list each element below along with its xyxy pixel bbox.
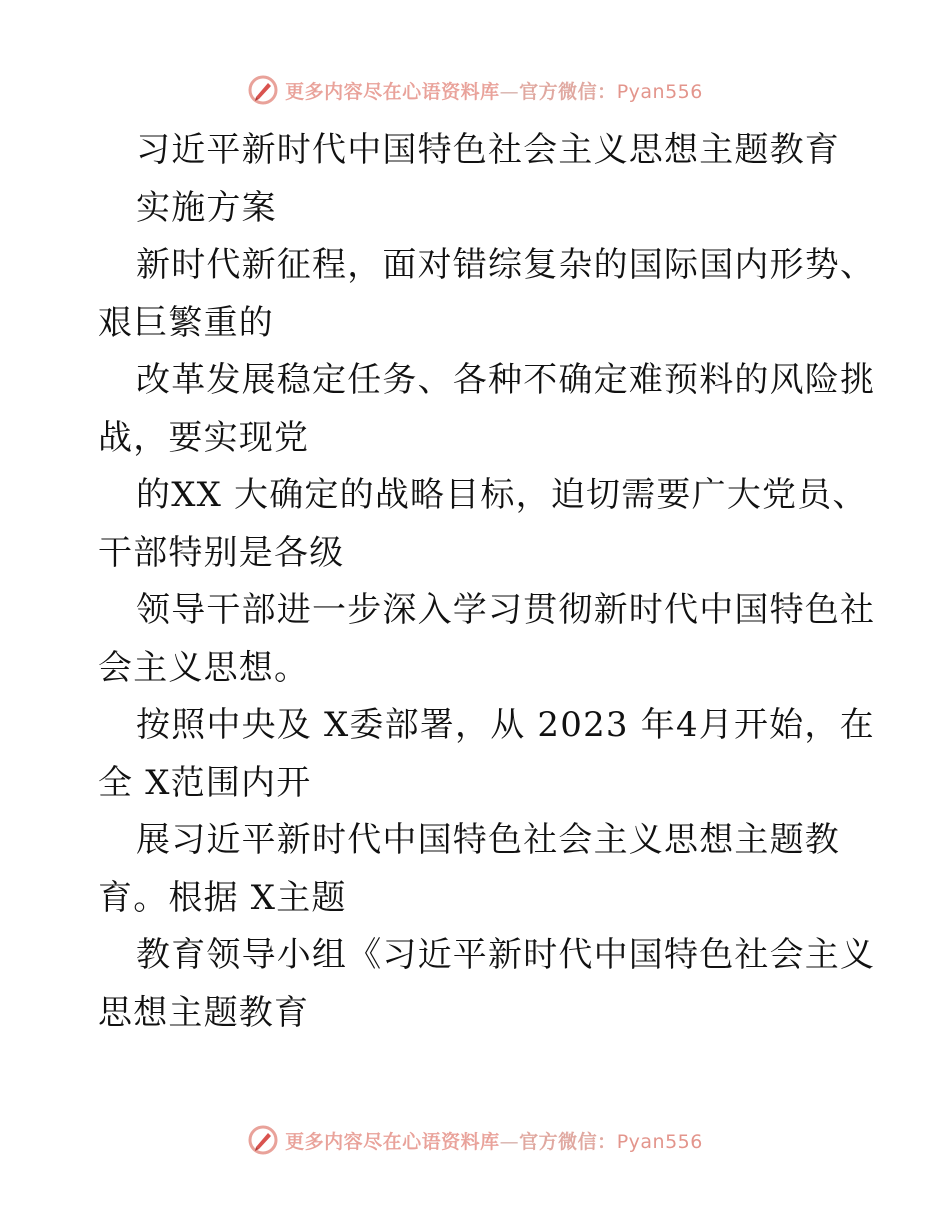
- pen-logo-icon: [247, 1124, 279, 1156]
- text-line: 艰巨繁重的: [98, 302, 274, 343]
- text-line: 战，要实现党: [98, 417, 310, 458]
- header-watermark: [0, 72, 950, 108]
- document-body: [98, 122, 876, 1042]
- watermark-brand: 更多内容尽在心语资料库: [285, 80, 500, 103]
- text-line: 育。根据 X主题: [98, 877, 347, 918]
- text-line: 会主义思想。: [98, 647, 310, 688]
- pen-logo-icon: [247, 74, 279, 106]
- watermark-separator: —: [499, 1130, 520, 1153]
- watermark-label: 官方微信：: [519, 1130, 617, 1153]
- text-line: 全 X范围内开: [98, 762, 312, 803]
- watermark-label: 官方微信：: [519, 80, 617, 103]
- watermark-brand: 更多内容尽在心语资料库: [285, 1130, 500, 1153]
- text-line: 习近平新时代中国特色社会主义思想主题教育: [136, 130, 840, 170]
- text-line: 干部特别是各级: [98, 532, 345, 573]
- footer-watermark: [0, 1122, 950, 1158]
- text-line: 新时代新征程，面对错综复杂的国际国内形势、: [136, 245, 876, 285]
- text-line: 的XX 大确定的战略目标，迫切需要广大党员、: [136, 475, 868, 515]
- text-line: 展习近平新时代中国特色社会主义思想主题教: [136, 820, 840, 860]
- text-line: 按照中央及 X委部署，从 2023 年4月开始，在: [136, 705, 875, 745]
- text-line: 改革发展稳定任务、各种不确定难预料的风险挑: [136, 360, 876, 400]
- text-line: 教育领导小组《习近平新时代中国特色社会主义: [136, 935, 876, 975]
- text-line: 思想主题教育: [98, 992, 310, 1033]
- text-line: 实施方案: [136, 187, 277, 228]
- watermark-id: Pyan556: [616, 1130, 703, 1153]
- watermark-id: Pyan556: [616, 80, 703, 103]
- watermark-separator: —: [499, 80, 520, 103]
- text-line: 领导干部进一步深入学习贯彻新时代中国特色社: [136, 590, 876, 630]
